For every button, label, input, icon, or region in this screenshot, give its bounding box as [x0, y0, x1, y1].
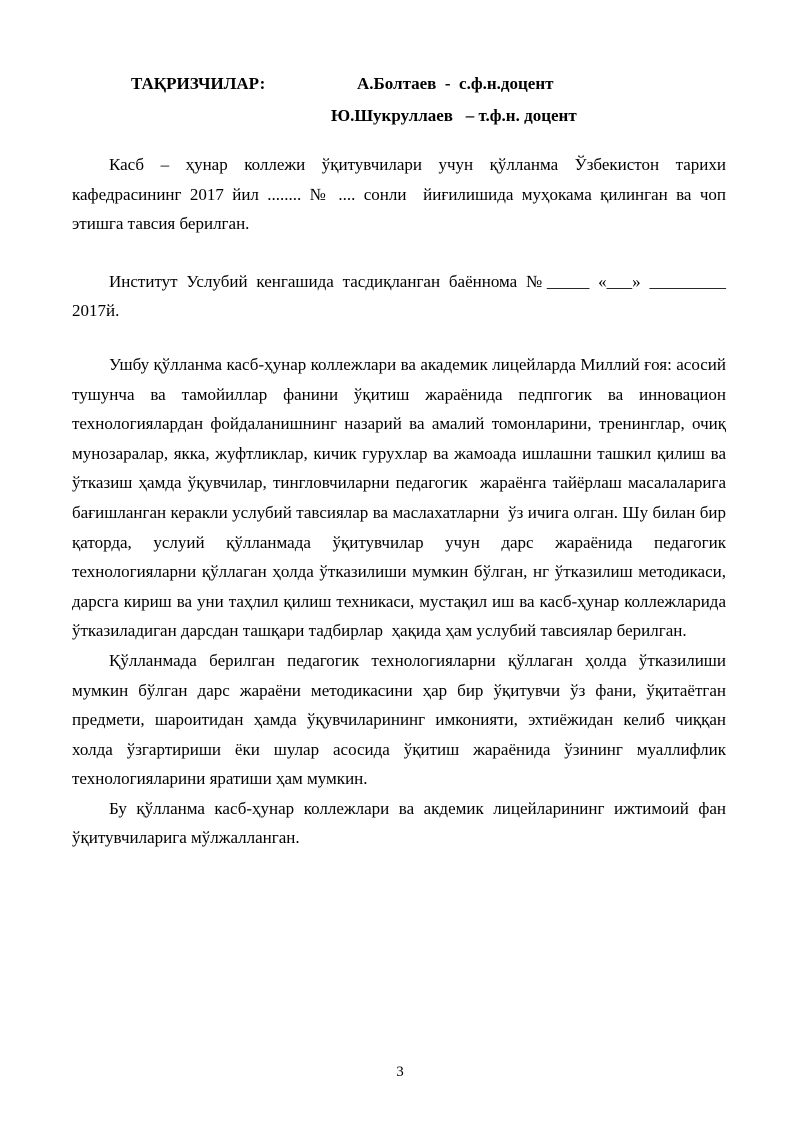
reviewers-heading: ТАҚРИЗЧИЛАР: [131, 74, 266, 93]
reviewer-2: Ю.Шукруллаев – т.ф.н. доцент [331, 106, 577, 125]
paragraph-audience: Бу қўлланма касб-ҳунар коллежлари ва акдемик лицейларининг ижтимоий фан ўқитувчиларига мўлжалланган. [72, 798, 731, 848]
paragraph-methodology: Қўлланмада берилган педагогик технологияларни қўллаган ҳолда ўтказилиши мумкин бўлган дарс жараёни методикасини ҳар бир ўқитувчи ўз фани, ўқитаётган предмети, шароитидан ҳамда ўқувчиларининг имконияти, эхтиёжидан келиб чиққан холда ўзгартириши ёки шулар асосида ўқитиш жараёнида ўзининг муаллифлик технологияларини яратиши ҳам мумкин. [72, 650, 731, 789]
paragraph-description: Ушбу қўлланма касб-ҳунар коллежлари ва академик лицейларда Миллий ғоя: асосий тушунча ва тамойиллар фанини ўқитиш жараёнида педпгогик ва инновацион технологиялардан фойдаланишнинг назарий ва амалий томонларини, тренинглар, очиқ мунозаралар, якка, жуфтликлар, кичик гурухлар ва жамоада ишлашни ташкил қилиш ва ўтказиш ҳамда ўқувчилар, тингловчиларни педагогик жараёнга тайёрлаш масалаларига бағишланган керакли услубий тавсиялар ва маслахатларни ўз ичига олган. Шу билан бир қаторда, услуий қўлланмада ўқитувчилар учун дарс жараёнида педагогик технологияларни қўллаган ҳолда ўтказилиши мумкин бўлган, нг ўтказилиш методикаси, дарсга кириш ва уни таҳлил қилиш техникаси, мустақил иш ва касб-ҳунар коллежларида ўтказиладиган дарсдан ташқари тадбирлар ҳақида ҳам услубий тавсиялар берилган. [72, 354, 731, 641]
paragraph-approval: Касб – ҳунар коллежи ўқитувчилари учун қўлланма Ўзбекистон тарихи кафедрасининг 2017 йил ........ № .... сонли йиғилишида муҳокама қилинган ва чоп этишга тавсия берилган. [72, 155, 731, 234]
paragraph-council: Институт Услубий кенгашида тасдиқланган баённома №_____ «___» _________ 2017й. [72, 271, 731, 321]
reviewers-block [0, 0, 800, 140]
reviewer-1: А.Болтаев - с.ф.н.доцент [357, 74, 554, 93]
document-body [72, 150, 731, 853]
page-number: 3 [396, 1064, 404, 1080]
